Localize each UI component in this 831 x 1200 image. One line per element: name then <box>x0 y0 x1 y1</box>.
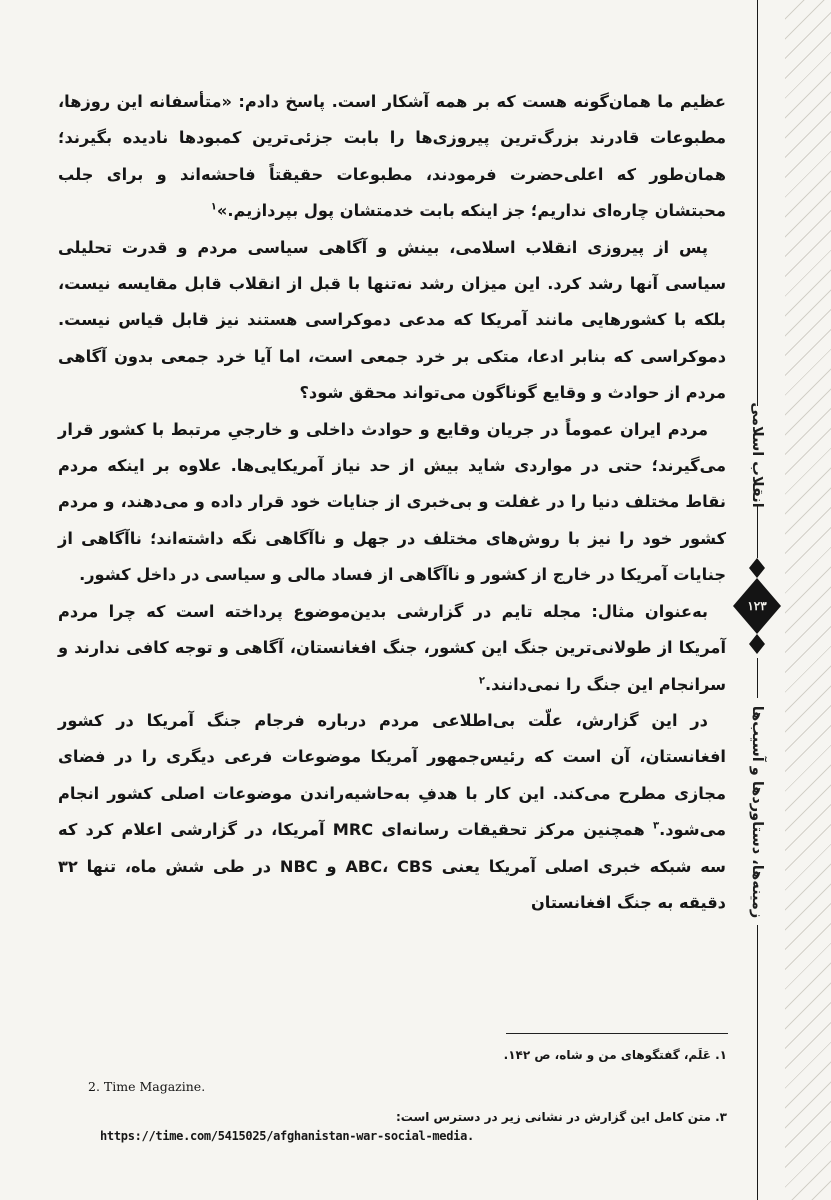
paragraph: عظیم ما همان‌گونه هست که بر همه آشکار است. پاسخ دادم: «متأسفانه این روزها، مطبوعات قادرند بزرگ‌ترین پیروزی‌ها را بابت جزئی‌ترین کمبودها نادیده بگیرند؛ همان‌طور که اعلی‌حضرت فرمودند، مطبوعات حقیقتاً فاحشه‌اند و برای جلب محبتشان چاره‌ای نداریم؛ جز اینکه بابت خدمتشان پول بپردازیم.»$^۱$ <box>58 92 726 221</box>
running-header-title: انقلاب اسلامی <box>749 402 765 508</box>
paragraph: مردم ایران عموماً در جریان وقایع و حوادث داخلی و خارجیِ مرتبط با کشور قرار می‌گیرند؛ حتی در مواردی شاید بیش از حد نیاز آمریکایی‌ها. علاوه بر اینکه مردم نقاط مختلف دنیا را در غفلت و بی‌خبری از جنایات خود قرار داده و می‌دهند، و مردم کشور خود را نیز با روش‌های مختلف در جهل و ناآگاهی نگه داشته‌اند؛ ناآگاهی از جنایات آمریکا در خارج از کشور و ناآگاهی از فساد مالی و سیاسی در داخل کشور. <box>58 419 726 585</box>
header-line-mid-top <box>757 506 758 558</box>
paragraph: در این گزارش، علّت بی‌اطلاعی مردم درباره فرجام جنگ آمریکا در کشور افغانستان، آن است که رئیس‌جمهور آمریکا موضوعات فرعی دیگری را در فضای مجازی مطرح می‌کند. این کار با هدفِ به‌حاشیه‌راندن موضوعات اصلی کشور انجام می‌شود.$^۳$ همچنین مرکز تحقیقات رسانه‌ای MRC آمریکا، در گزارشی اعلام کرد که سه شبکه خبری اصلی آمریکا یعنی ABC، CBS و NBC در طی شش ماه، تنها ۳۲ دقیقه به جنگ افغانستان <box>58 710 726 912</box>
paragraph: به‌عنوان مثال: مجله تایم در گزارشی بدین‌موضوع پرداخته است که چرا مردم آمریکا از طولانی‌ترین جنگ این کشور، جنگ افغانستان، آگاهی و توجه کافی ندارند و سرانجام این جنگ را نمی‌دانند.$^۲$ <box>58 601 726 694</box>
header-line-mid-bottom <box>757 658 758 698</box>
footnote-1: ۱. عَلَم، گفتگوهای من و شاه، ص ۱۴۲. <box>503 1048 727 1062</box>
footnote-url: https://time.com/5415025/afghanistan-war-social-media. <box>100 1129 474 1143</box>
margin-hatch-pattern <box>785 0 831 1200</box>
footnote-divider <box>506 1033 728 1034</box>
running-header-subtitle: زمینه‌ها، دستاوردها و آسیب‌ها <box>749 705 765 919</box>
paragraph: پس از پیروزی انقلاب اسلامی، بینش و آگاهی سیاسی مردم و قدرت تحلیلی سیاسی آنها رشد کرد. این میزان رشد نه‌تنها با قبل از انقلاب قابل مقایسه نیست، بلکه با کشورهایی مانند آمریکا که مدعی دموکراسی هستند نیز قابل قیاس نیست. دموکراسی که بنابر ادعا، متکی بر خرد جمعی است، اما آیا خرد جمعی بدون آگاهی مردم از حوادث و وقایع گوناگون می‌تواند محقق شود؟ <box>58 237 726 403</box>
header-line-bottom <box>757 925 758 1200</box>
footnote-2: 2. Time Magazine. <box>88 1079 206 1094</box>
main-text <box>58 84 726 921</box>
header-line-top <box>757 0 758 406</box>
page-number: ۱۲۳ <box>747 599 767 613</box>
footnote-3: ۳. متن کامل این گزارش در نشانی زیر در دسترس است: <box>395 1110 727 1124</box>
